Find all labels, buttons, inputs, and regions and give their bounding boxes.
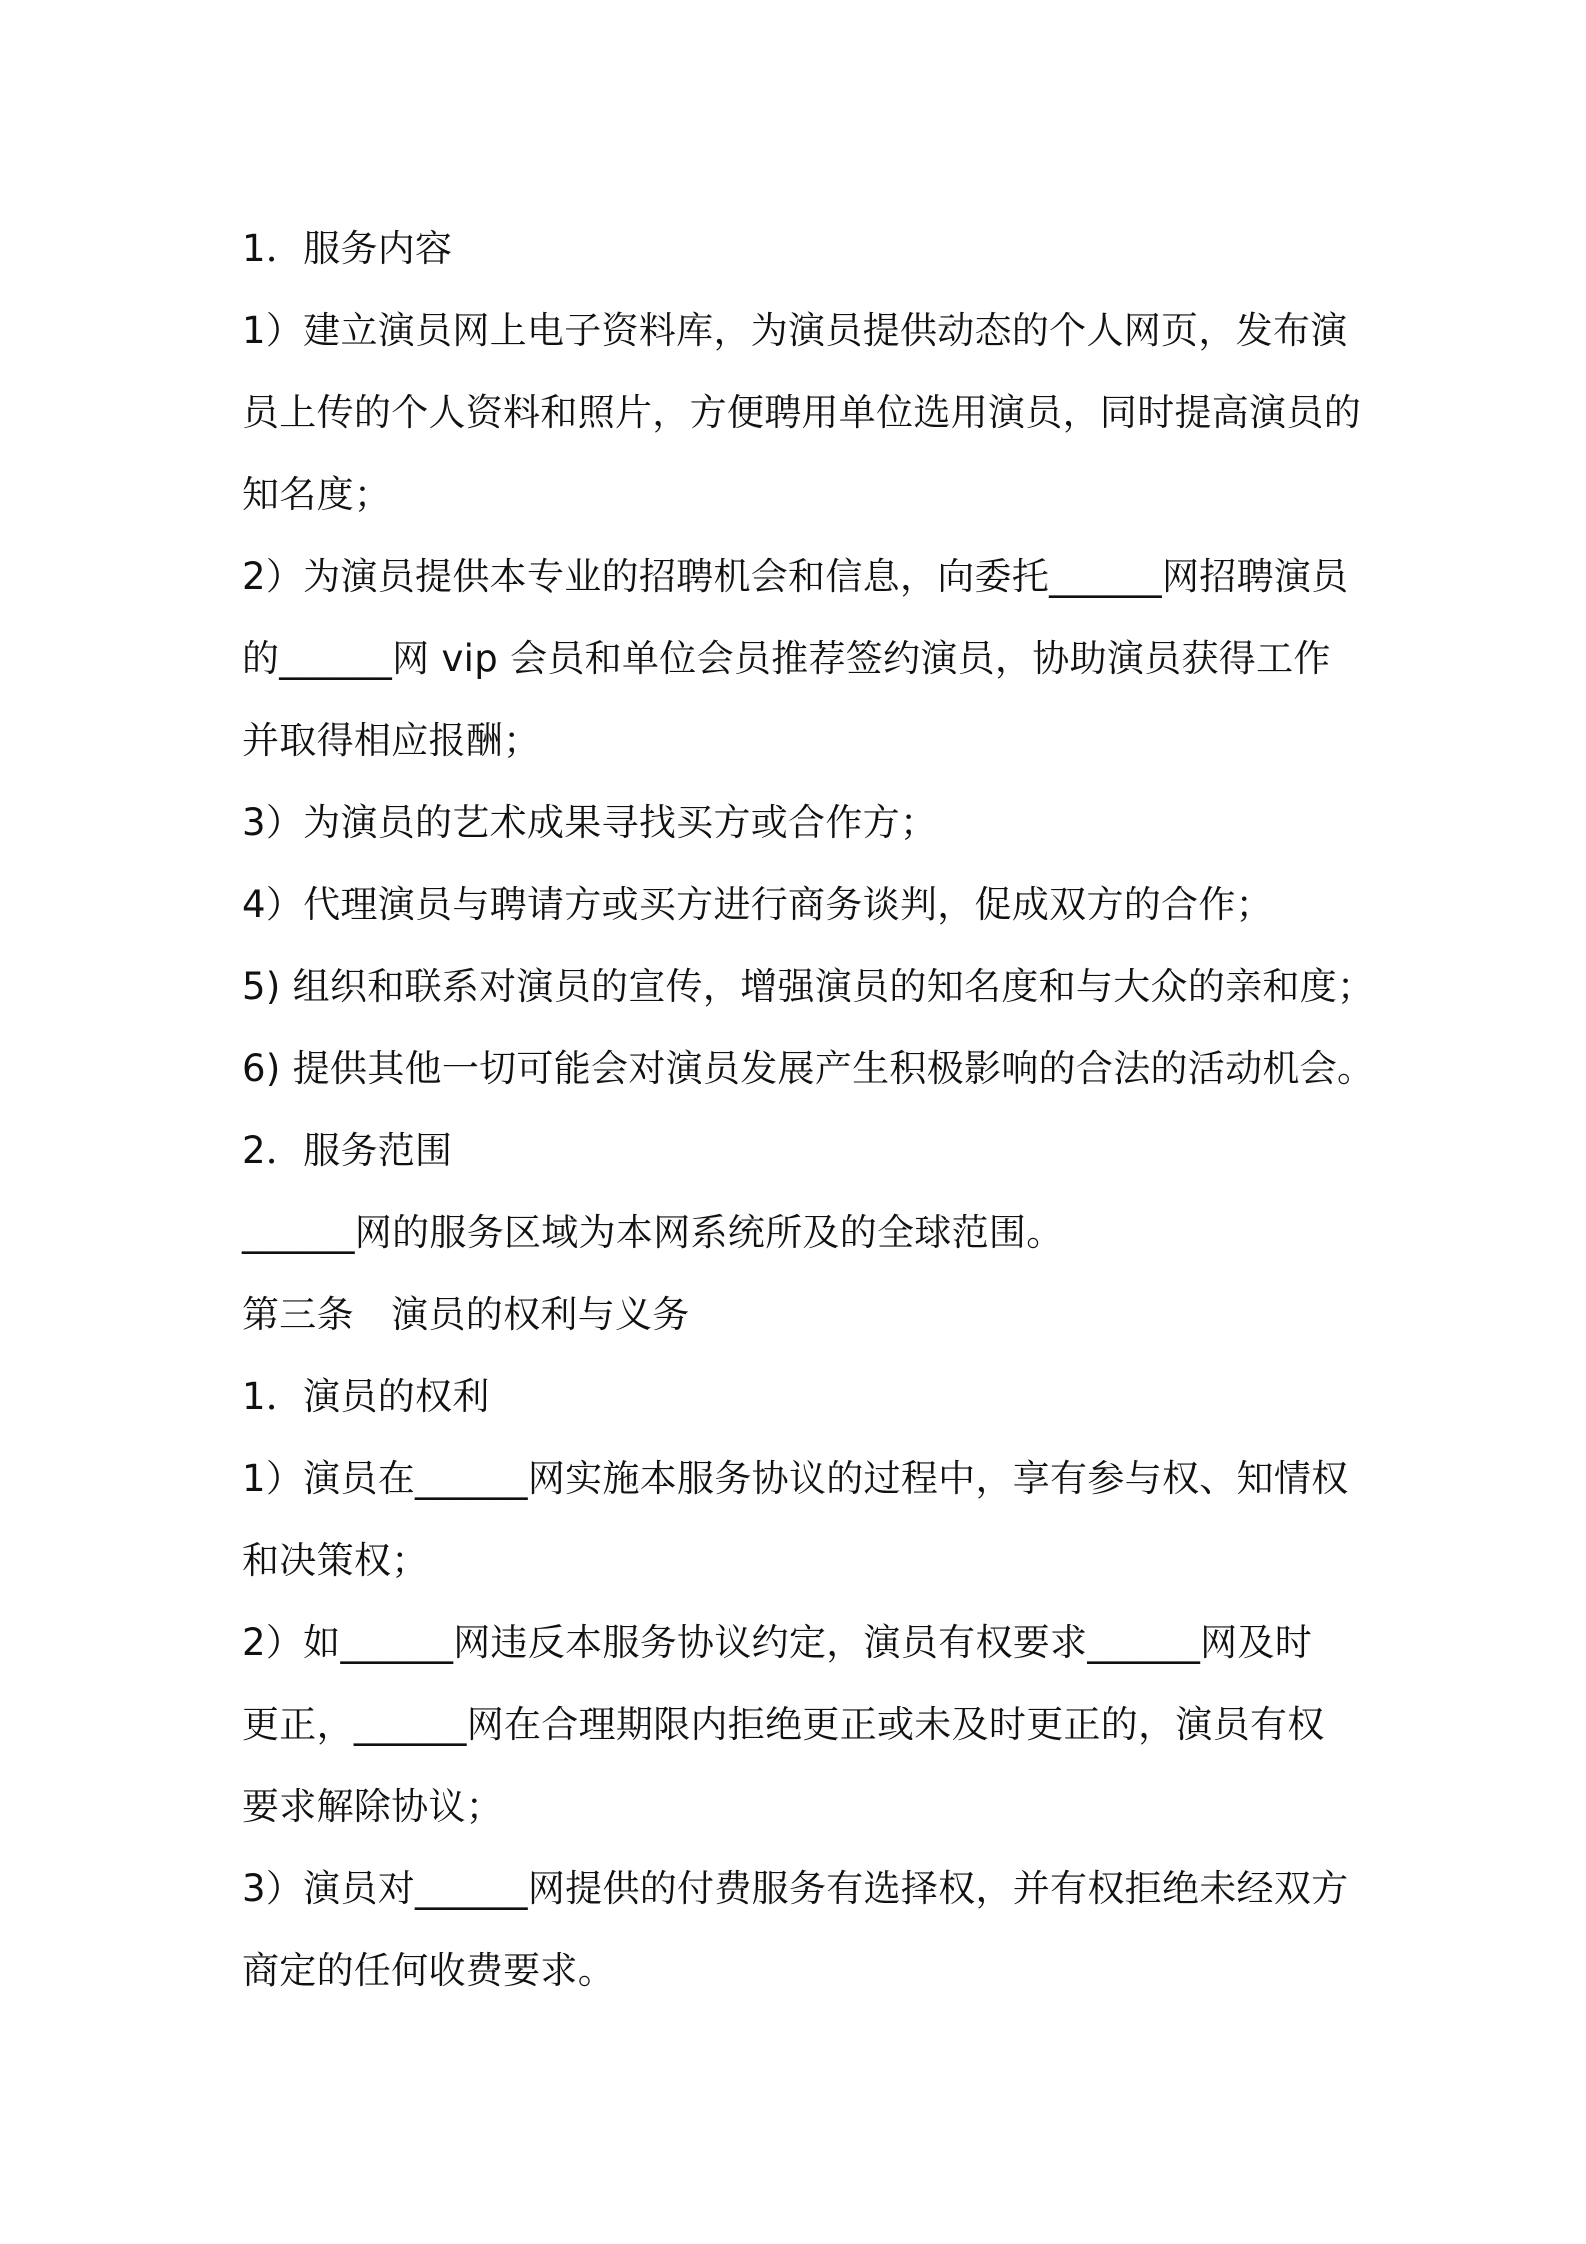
paragraph-line: 1）演员在______网实施本服务协议的过程中，享有参与权、知情权 bbox=[242, 1457, 1349, 1500]
paragraph-line: 更正，______网在合理期限内拒绝更正或未及时更正的，演员有权 bbox=[242, 1703, 1325, 1746]
article-heading-actor-rights-obligations: 第三条 演员的权利与义务 bbox=[242, 1293, 690, 1336]
paragraph-line: 4）代理演员与聘请方或买方进行商务谈判，促成双方的合作； bbox=[242, 883, 1273, 926]
paragraph-line: 并取得相应报酬； bbox=[242, 719, 541, 762]
paragraph-line: 2）如______网违反本服务协议约定，演员有权要求______网及时 bbox=[242, 1621, 1313, 1664]
paragraph-line: 6) 提供其他一切可能会对演员发展产生积极影响的合法的活动机会。 bbox=[242, 1047, 1375, 1090]
paragraph-line: 2）为演员提供本专业的招聘机会和信息，向委托______网招聘演员 bbox=[242, 555, 1349, 598]
paragraph-line: 5) 组织和联系对演员的宣传，增强演员的知名度和与大众的亲和度； bbox=[242, 965, 1375, 1008]
section-heading-service-content: 1．服务内容 bbox=[242, 227, 453, 270]
paragraph-line: 3）为演员的艺术成果寻找买方或合作方； bbox=[242, 801, 938, 844]
paragraph-line: 1）建立演员网上电子资料库，为演员提供动态的个人网页，发布演 bbox=[242, 309, 1348, 352]
paragraph-line: 员上传的个人资料和照片，方便聘用单位选用演员，同时提高演员的 bbox=[242, 391, 1361, 434]
section-heading-actor-rights: 1．演员的权利 bbox=[242, 1375, 490, 1418]
paragraph-line: ______网的服务区域为本网系统所及的全球范围。 bbox=[242, 1211, 1064, 1254]
document-body bbox=[242, 208, 1375, 2012]
paragraph-line: 的______网 vip 会员和单位会员推荐签约演员，协助演员获得工作 bbox=[242, 637, 1331, 680]
paragraph-line: 和决策权； bbox=[242, 1539, 429, 1582]
section-heading-service-scope: 2．服务范围 bbox=[242, 1129, 453, 1172]
paragraph-line: 商定的任何收费要求。 bbox=[242, 1949, 615, 1992]
paragraph-line: 知名度； bbox=[242, 473, 392, 516]
paragraph-line: 要求解除协议； bbox=[242, 1785, 504, 1828]
paragraph-line: 3）演员对______网提供的付费服务有选择权，并有权拒绝未经双方 bbox=[242, 1867, 1349, 1910]
